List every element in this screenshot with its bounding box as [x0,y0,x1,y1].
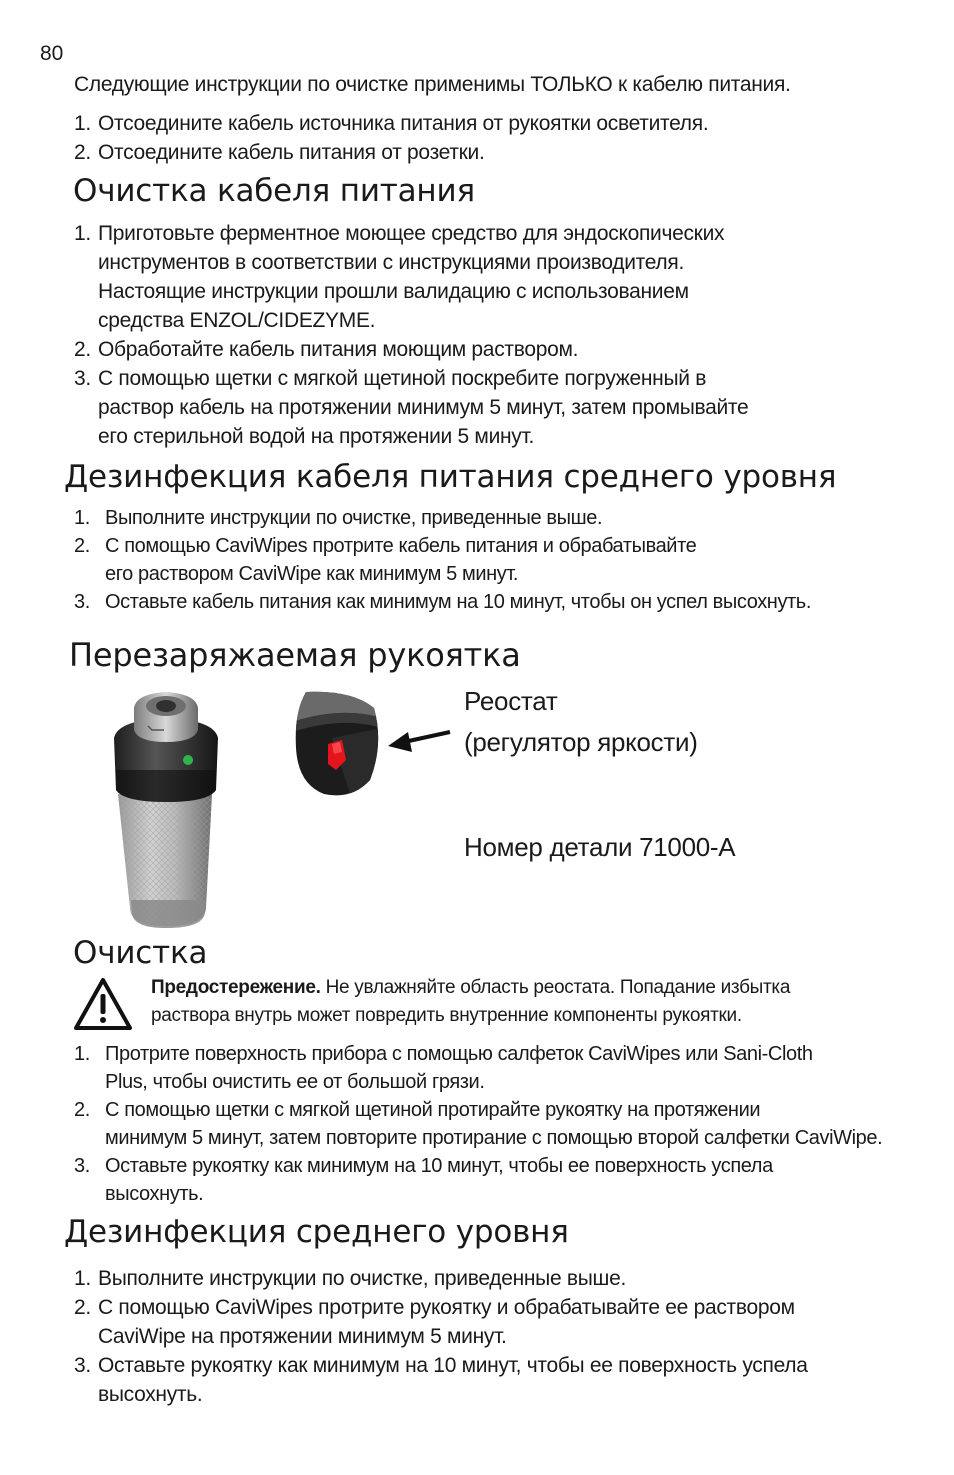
list-item-line: CaviWipe на протяжении минимум 5 минут. [98,1325,507,1348]
list-item-line: Приготовьте ферментное моющее средство для эндоскопических [98,222,725,245]
list-item-line: Plus, чтобы очистить ее от большой грязи. [105,1071,485,1093]
intro-text: Следующие инструкции по очистке применимы ТОЛЬКО к кабелю питания. [74,73,791,96]
list-item-line: Оставьте рукоятку как минимум на 10 минут, чтобы ее поверхность успела [105,1155,773,1177]
list-item-line: Настоящие инструкции прошли валидацию с использованием [98,280,689,303]
warning-rest: Не увлажняйте область реостата. Попадание избытка [320,977,791,998]
list-item [74,219,748,335]
list-item-line: средства ENZOL/CIDEZYME. [98,309,376,332]
warning-triangle-icon [72,976,134,1032]
list-item-number: 2. [74,141,91,164]
list-item-line: минимум 5 минут, затем повторите протирание с помощью второй салфетки CaviWipe. [105,1127,883,1149]
arrow-left-icon [386,726,452,756]
list-item [74,588,811,616]
handle-cleaning-steps [74,1040,882,1208]
list-item-number: 2. [74,338,91,361]
list-item-line: С помощью щетки с мягкой щетиной протирайте рукоятку на протяжении [105,1099,761,1121]
list-item-line: С помощью CaviWipes протрите рукоятку и обрабатывайте ее раствором [98,1296,795,1319]
list-item-number: 1. [74,1043,90,1065]
handle-title: Перезаряжаемая рукоятка [69,636,521,674]
handle-illustration [108,686,228,932]
handle-cleaning-title: Очистка [73,935,208,971]
rheostat-sublabel: (регулятор яркости) [464,727,698,757]
list-item [74,1293,808,1351]
warning-bold: Предостережение. [151,977,321,998]
list-item [74,532,811,588]
list-item [74,1096,882,1152]
list-item-line: Выполните инструкции по очистке, приведенные выше. [105,507,603,529]
list-item-number: 1. [74,112,91,135]
list-item-line: Оставьте рукоятку как минимум на 10 минут, чтобы ее поверхность успела [98,1354,808,1377]
list-item-number: 1. [74,222,91,245]
list-item-line: Отсоедините кабель питания от розетки. [98,141,485,164]
part-number: Номер детали 71000-A [464,832,736,862]
list-item-line: высохнуть. [98,1383,203,1406]
list-item-line: его раствором CaviWipe как минимум 5 минут. [105,563,519,585]
list-item [74,1351,808,1409]
list-item-line: Выполните инструкции по очистке, приведенные выше. [98,1267,626,1290]
rheostat-label: Реостат [464,686,558,716]
cable-disinfection-steps [74,504,811,616]
list-item-line: Оставьте кабель питания как минимум на 10 минут, чтобы он успел высохнуть. [105,591,811,613]
list-item-line: Обработайте кабель питания моющим раствором. [98,338,579,361]
handle-disinfection-title: Дезинфекция среднего уровня [64,1214,569,1250]
list-item-number: 1. [74,1267,91,1290]
list-item-number: 3. [74,1155,90,1177]
warning-line-2: раствора внутрь может повредить внутренние компоненты рукоятки. [151,1005,742,1026]
rheostat-closeup [292,688,382,800]
list-item-line: С помощью щетки с мягкой щетиной поскребите погруженный в [98,367,707,390]
list-item-line: Отсоедините кабель источника питания от рукоятки осветителя. [98,112,709,135]
list-item-number: 2. [74,1296,91,1319]
list-item-number: 3. [74,1354,91,1377]
list-item [74,335,748,364]
list-item [74,109,708,138]
prep-steps [74,109,708,167]
handle-disinfection-steps [74,1264,808,1409]
list-item-number: 2. [74,1099,90,1121]
warning-line-1 [151,974,790,1001]
list-item-number: 3. [74,591,90,613]
list-item [74,1152,882,1208]
list-item-line: раствор кабель на протяжении минимум 5 минут, затем промывайте [98,396,749,419]
list-item [74,364,748,451]
list-item-number: 1. [74,507,90,529]
list-item-line: С помощью CaviWipes протрите кабель питания и обрабатывайте [105,535,697,557]
list-item [74,504,811,532]
list-item-line: инструментов в соответствии с инструкциями производителя. [98,251,684,274]
cable-cleaning-title: Очистка кабеля питания [73,173,475,209]
list-item [74,1264,808,1293]
list-item [74,138,708,167]
list-item-number: 3. [74,367,91,390]
list-item-number: 2. [74,535,90,557]
list-item-line: Протрите поверхность прибора с помощью салфеток CaviWipes или Sani-Cloth [105,1043,813,1065]
list-item-line: его стерильной водой на протяжении 5 минут. [98,425,535,448]
cable-disinfection-title: Дезинфекция кабеля питания среднего уровня [64,459,837,495]
cable-cleaning-steps [74,219,748,451]
page-number: 80 [40,42,64,65]
list-item-line: высохнуть. [105,1183,204,1205]
list-item [74,1040,882,1096]
